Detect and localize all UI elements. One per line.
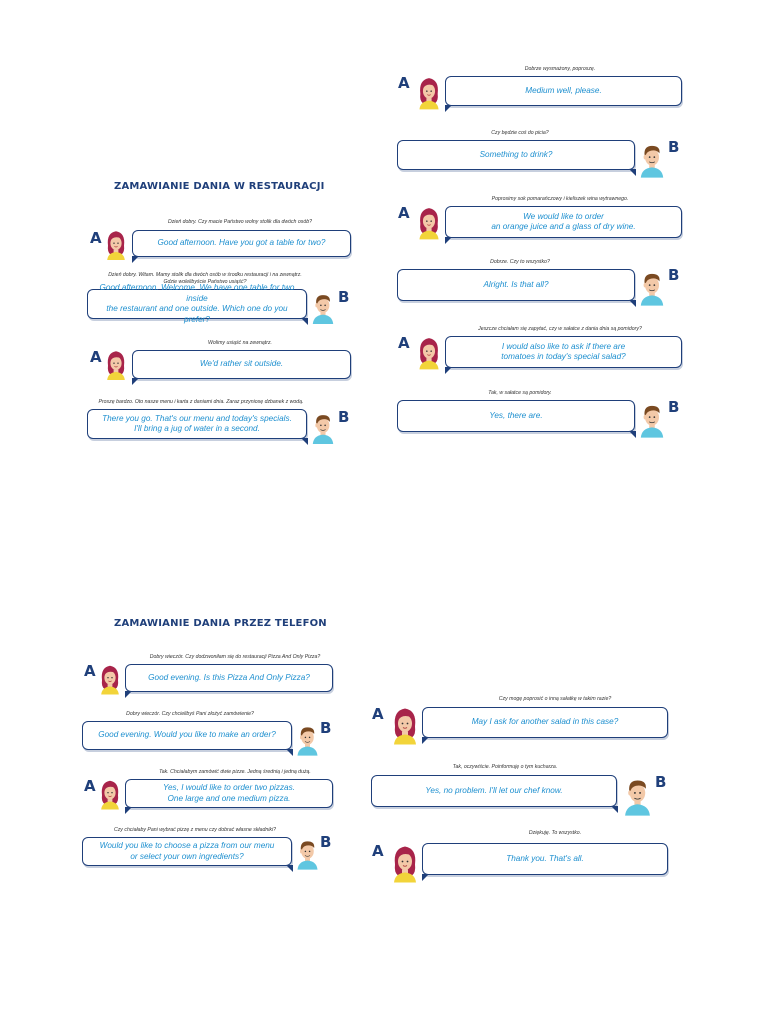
dialog-en: Something to drink? <box>479 149 553 159</box>
speaker-a-avatar <box>104 228 128 260</box>
speech-bubble <box>445 76 682 106</box>
section1-title: ZAMAWIANIE DANIA W RESTAURACJI <box>114 181 325 192</box>
dialog-en: Yes, no problem. I'll let our chef know. <box>425 785 563 795</box>
dialog-en: Yes, I would like to order two pizzas. One large and one medium pizza. <box>163 783 295 803</box>
speech-bubble <box>445 336 682 368</box>
dialog-pl: Tak, w sałatce są pomidory. <box>488 390 552 396</box>
dialog-en: Yes, there are. <box>489 410 543 420</box>
dialog-en: We'd rather sit outside. <box>199 359 284 369</box>
speaker-b-avatar <box>310 410 336 444</box>
dialog-en: Good evening. Is this Pizza And Only Pizza? <box>148 672 310 682</box>
speech-bubble <box>371 775 617 807</box>
dialog-en: May I ask for another salad in this case? <box>471 717 619 727</box>
speaker-b-avatar <box>310 290 336 324</box>
dialog-pl: Tak. Chciałabym zamówić dwie pizze. Jedną średnią i jedną dużą. <box>159 769 311 775</box>
speech-bubble <box>445 206 682 238</box>
speech-bubble <box>82 837 292 866</box>
speaker-a-avatar <box>416 334 442 370</box>
speech-bubble <box>82 721 292 750</box>
speaker-a-label: A <box>84 777 96 795</box>
speaker-a-label: A <box>90 229 102 247</box>
speaker-b-label: B <box>320 719 332 737</box>
speaker-b-label: B <box>668 398 680 416</box>
dialog-pl: Dobry wieczór. Czy dodzwoniłam się do restauracji Pizza And Only Pizza? <box>149 654 321 660</box>
speaker-a-avatar <box>416 204 442 240</box>
speech-bubble <box>125 664 333 692</box>
speaker-b-avatar <box>638 140 666 178</box>
speaker-a-avatar <box>98 777 122 810</box>
dialog-pl: Dobrze wysmażony, poproszę. <box>524 66 596 72</box>
speaker-a-label: A <box>84 662 96 680</box>
speaker-b-label: B <box>668 138 680 156</box>
dialog-pl: Dzień dobry. Czy macie Państwo wolny stolik dla dwóch osób? <box>167 219 313 225</box>
dialog-pl: Wolimy usiąść na zewnątrz. <box>208 340 272 346</box>
speaker-b-avatar <box>638 400 666 438</box>
dialog-en: Good evening. Would you like to make an order? <box>98 730 276 740</box>
speaker-b-avatar <box>638 268 666 306</box>
dialog-pl: Dziękuję. To wszystko. <box>528 830 582 836</box>
dialog-pl: Poprosimy sok pomarańczowy i kieliszek wina wytrawnego. <box>491 196 629 202</box>
dialog-en: Medium well, please. <box>525 85 602 95</box>
dialog-pl: Czy będzie coś do picia? <box>491 130 549 136</box>
speaker-b-label: B <box>338 288 350 306</box>
speaker-b-label: B <box>338 408 350 426</box>
speech-bubble <box>397 140 635 170</box>
speaker-a-label: A <box>398 334 410 352</box>
dialog-en: Would you like to choose a pizza from our menu or select your own ingredients? <box>99 841 275 861</box>
speech-bubble <box>132 230 351 257</box>
speech-bubble <box>422 707 668 738</box>
dialog-en: Good afternoon. Have you got a table for two? <box>157 238 326 248</box>
speaker-a-label: A <box>90 348 102 366</box>
speaker-a-avatar <box>98 662 122 695</box>
dialog-en: Good afternoon. Welcome. We have one table for two inside the restaurant and one outside. Which one do you prefer? <box>99 283 295 324</box>
dialog-pl: Proszę bardzo. Oto nasze menu i karta z daniami dnia. Zaraz przyniosę dzbanek z wodą. <box>98 399 304 405</box>
speaker-a-label: A <box>372 842 384 860</box>
dialog-pl: Czy chciałaby Pani wybrać pizzę z menu czy dobrać własne składniki? <box>113 827 277 833</box>
dialog-pl: Czy mogę poprosić o inną sałatkę w takim razie? <box>498 696 612 702</box>
speaker-a-label: A <box>398 74 410 92</box>
dialog-en: There you go. That's our menu and today's specials. I'll bring a jug of water in a second. <box>102 413 292 433</box>
dialog-en: I would also like to ask if there are tomatoes in today's special salad? <box>501 341 626 361</box>
dialog-en: We would like to order an orange juice and a glass of dry wine. <box>491 211 636 231</box>
speech-bubble <box>125 779 333 808</box>
speaker-b-avatar <box>295 836 320 870</box>
speaker-b-label: B <box>320 833 332 851</box>
speaker-b-avatar <box>295 722 320 756</box>
dialog-en: Alright. Is that all? <box>483 279 549 289</box>
dialog-pl: Dobry wieczór. Czy chcielibyś Pani złożyć zamówienie? <box>126 711 254 717</box>
section2-title: ZAMAWIANIE DANIA PRZEZ TELEFON <box>114 618 327 629</box>
speaker-b-label: B <box>655 773 667 791</box>
speech-bubble <box>132 350 351 379</box>
speech-bubble <box>87 283 307 324</box>
speech-bubble <box>87 409 307 439</box>
dialog-pl: Dobrze. Czy to wszystko? <box>490 259 550 265</box>
dialog-en: Thank you. That's all. <box>506 853 584 863</box>
speaker-a-label: A <box>372 705 384 723</box>
speaker-b-avatar <box>622 774 653 816</box>
speech-bubble <box>397 269 635 301</box>
speaker-a-label: A <box>398 204 410 222</box>
speaker-a-avatar <box>104 348 128 380</box>
speaker-b-label: B <box>668 266 680 284</box>
dialog-pl: Tak, oczywiście. Poinformuję o tym kucharza. <box>452 764 558 770</box>
speech-bubble <box>397 400 635 432</box>
speech-bubble <box>422 843 668 875</box>
speaker-a-avatar <box>390 704 420 745</box>
speaker-a-avatar <box>416 74 442 110</box>
dialog-pl: Dzień dobry. Witam. Mamy stolik dla dwóch osób w środku restauracji i na zewnątrz. Gdzie wolelibyście Państwo usiąść? <box>108 272 302 285</box>
dialog-pl: Jeszcze chciałam się zapytać, czy w sałatce z dania dnia są pomidory? <box>478 326 642 332</box>
speaker-a-avatar <box>390 842 420 883</box>
